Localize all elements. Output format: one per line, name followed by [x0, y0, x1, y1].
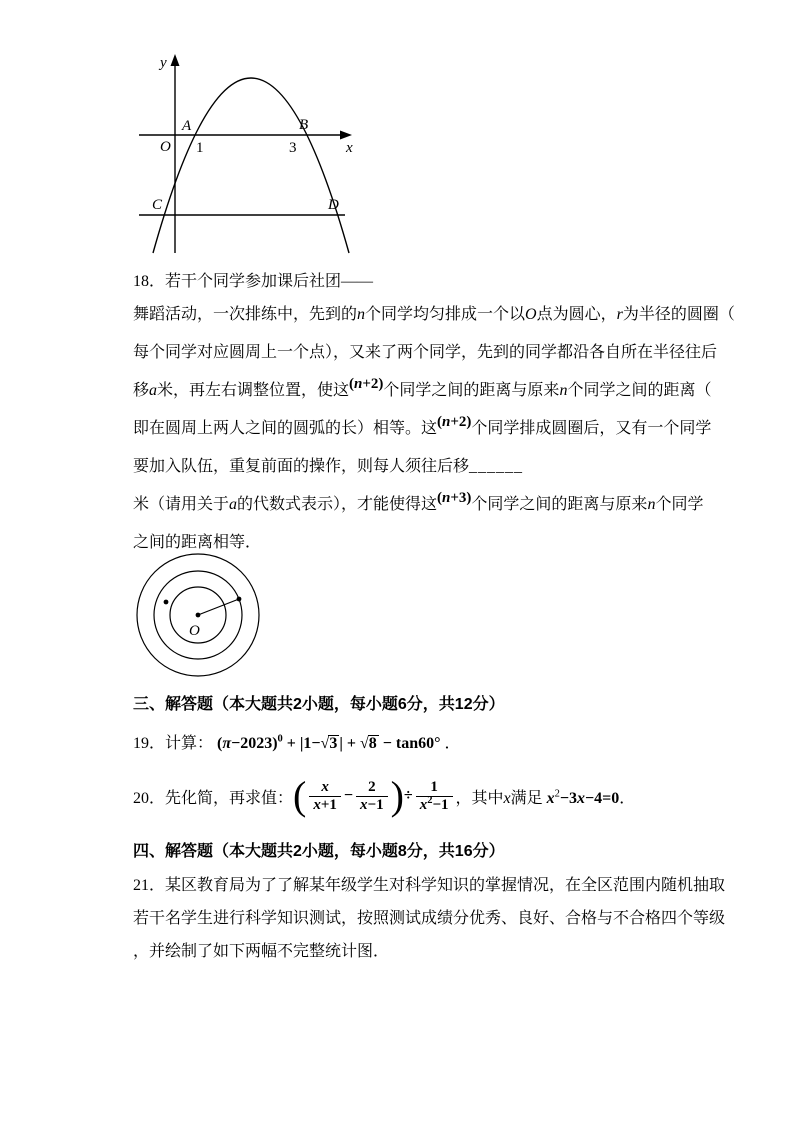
q21-text-line: 若干名学生进行科学知识测试，按照测试成绩分优秀、良好、合格与不合格四个等级 — [133, 910, 726, 927]
center-dot — [196, 613, 201, 618]
x-axis-arrow — [340, 131, 352, 140]
radius-end-dot — [237, 597, 242, 602]
section-heading-4: 四、解答题（本大题共2小题，每小题8分，共16分） — [133, 843, 505, 860]
label-origin: O — [160, 139, 171, 155]
student-dot — [164, 600, 169, 605]
radius-line — [198, 599, 239, 615]
q21-text-line: 21．某区教育局为了了解某年级学生对科学知识的掌握情况，在全区范围内随机抽取 — [133, 877, 726, 894]
label-circle-center: O — [189, 623, 200, 639]
q19-suffix: ． — [444, 735, 461, 752]
q18-line: 移a米，再左右调整位置，使这(n+2)个同学之间的距离与原来n个同学之间的距离（ — [133, 376, 712, 399]
q18-line: 每个同学对应圆周上一个点），又来了两个同学，先到的同学都沿各自所在半径往后 — [133, 344, 718, 361]
q19-formula: $(\pi-2023)^0 + |1-√3$ | + √8 − tan60° — [217, 733, 441, 752]
q19-prefix: 19．计算： — [133, 735, 214, 752]
circles-figure — [130, 548, 270, 688]
label-point-d: D — [328, 197, 339, 213]
q21-text-line: ，并绘制了如下两幅不完整统计图． — [133, 943, 390, 960]
q18-line: 要加入队伍，重复前面的操作，则每人须往后移______ — [133, 458, 524, 475]
q18-line: 米（请用关于a的代数式表示），才能使得这(n+3)个同学之间的距离与原来n个同学 — [133, 490, 704, 513]
label-tick-1: 1 — [196, 140, 204, 156]
label-point-c: C — [152, 197, 163, 213]
section-heading-3: 三、解答题（本大题共2小题，每小题6分，共12分） — [133, 696, 505, 713]
label-point-a: A — [182, 118, 192, 134]
q21-body — [133, 869, 726, 968]
label-y: y — [160, 55, 167, 71]
q18-line: 之间的距离相等． — [133, 534, 262, 551]
label-tick-3: 3 — [289, 140, 297, 156]
q18-body — [133, 296, 735, 562]
label-x: x — [346, 140, 353, 156]
label-point-b: B — [299, 117, 309, 133]
q18-line: 即在圆周上两人之间的圆弧的长）相等。这(n+2)个同学排成圆圈后，又有一个同学 — [133, 414, 712, 437]
q19-text — [133, 727, 461, 761]
y-axis-arrow — [171, 54, 180, 66]
q20-prefix: 20．先化简，再求值： — [133, 789, 294, 807]
q18-heading: 18．若干个同学参加课后社团—— — [133, 273, 374, 290]
q20-tail: ，其中x满足 $x^2-3x-4=0$． — [455, 788, 636, 807]
q20-formula: ( $\frac{x}{x+1}$ − $\frac{2}{x-1}$ ) ÷ $\frac{1}{x^2-1}$ — [293, 776, 456, 816]
q20-text — [133, 770, 635, 822]
q18-line: 舞蹈活动，一次排练中，先到的n个同学均匀排成一个以O点为圆心，r为半径的圆圈（ — [133, 306, 735, 323]
parabola-curve — [153, 78, 349, 253]
parabola-figure — [133, 50, 365, 268]
